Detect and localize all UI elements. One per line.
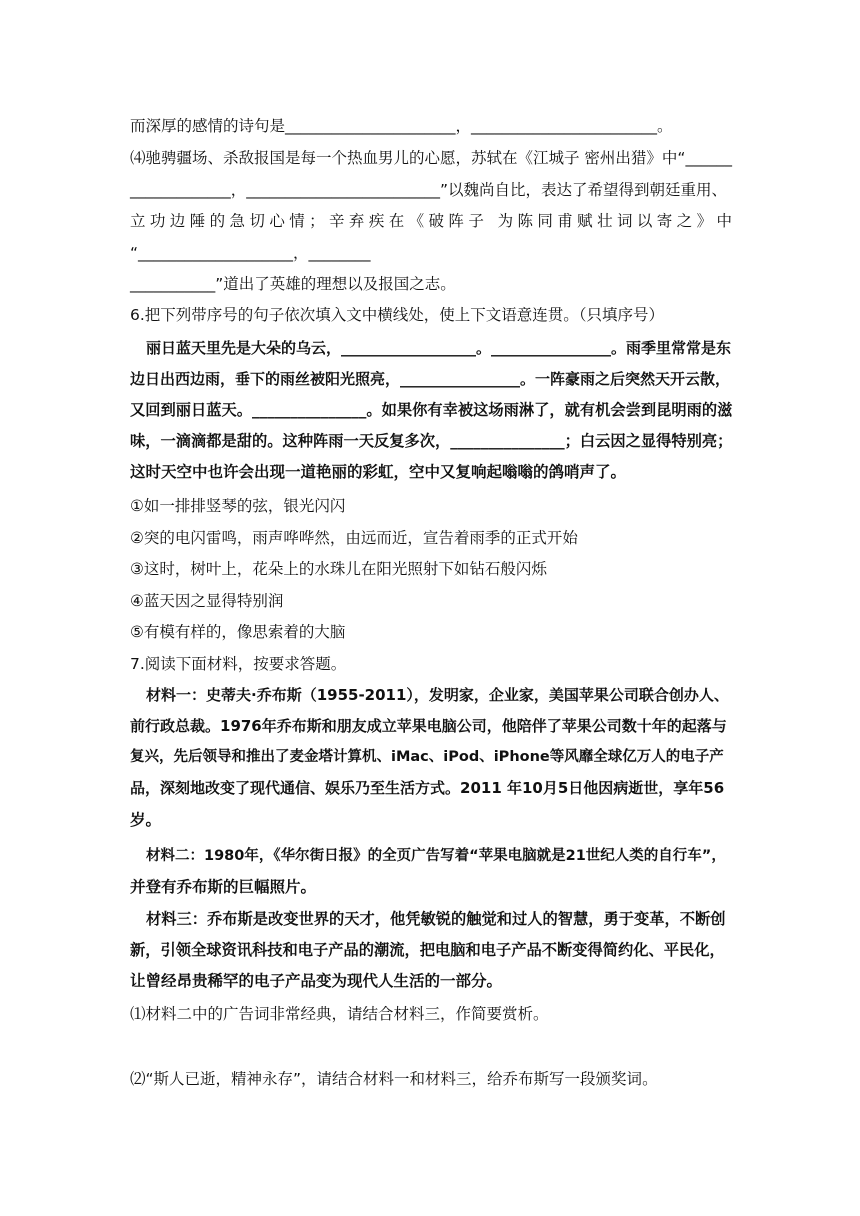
q7-sub-question-1: ⑴材料二中的广告词非常经典，请结合材料三，作简要赏析。 [130,1005,549,1023]
q7-material-1-line: 复兴，先后领导和推出了麦金塔计算机、iMac、iPod、iPhone等风靡全球亿万人的电子产 [130,749,724,765]
q7-material-1-line: 前行政总裁。1976年乔布斯和朋友成立苹果电脑公司，他陪伴了苹果公司数十年的起落与 [130,717,727,735]
q5-line-f: ___________”道出了英雄的理想以及报国之志。 [130,275,456,293]
q6-passage-line: 边日出西边雨，垂下的雨丝被阳光照亮，________________。一阵豪雨之后突然天开云散， [130,370,731,388]
q6-option: ③这时，树叶上，花朵上的水珠儿在阳光照射下如钻石般闪烁 [130,560,547,578]
q7-title: 7.阅读下面材料，按要求答题。 [130,655,347,673]
q6-passage-line: 这时天空中也许会出现一道艳丽的彩虹，空中又复响起嗡嗡的鸽哨声了。 [130,463,627,481]
q5-line-a: 而深厚的感情的诗句是______________________，________________________。 [130,117,673,135]
q7-material-1-line: 岁。 [130,811,162,829]
q7-material-1-line: 材料一：史蒂夫·乔布斯（1955-2011），发明家，企业家，美国苹果公司联合创办人、 [146,686,729,704]
q6-title: 6.把下列带序号的句子依次填入文中横线处，使上下文语意连贯。（只填序号） [130,306,665,324]
q6-option: ④蓝天因之显得特别润 [130,592,284,610]
q6-passage-line: 又回到丽日蓝天。_______________。如果你有幸被这场雨淋了，就有机会尝到昆明雨的滋 [130,401,733,419]
q5-line-d: 立功边陲的急切心情；辛弃疾在《破阵子 为陈同甫赋壮词以寄之》中 [130,212,732,230]
q5-line-b: ⑷驰骋疆场、杀敌报国是每一个热血男儿的心愿，苏轼在《江城子 密州出猎》中“______ [130,149,732,167]
q7-sub-question-2: ⑵“斯人已逝，精神永存”，请结合材料一和材料三，给乔布斯写一段颁奖词。 [130,1070,658,1088]
q7-material-2-line: 并登有乔布斯的巨幅照片。 [130,878,317,896]
q7-material-3-line: 新，引领全球资讯科技和电子产品的潮流，把电脑和电子产品不断变得简约化、平民化， [130,941,725,959]
q6-option: ⑤有模有样的，像思索着的大脑 [130,623,346,641]
q7-material-3-line: 让曾经昂贵稀罕的电子产品变为现代人生活的一部分。 [130,972,503,990]
q6-passage-line: 丽日蓝天里先是大朵的乌云，__________________。________________。雨季里常常是东 [146,339,732,357]
q7-material-1-line: 品，深刻地改变了现代通信、娱乐乃至生活方式。2011 年10月5日他因病逝世，享年56 [130,779,725,797]
q5-line-e: “____________________，________ [130,244,371,262]
q5-line-c: _____________，_________________________”以魏尚自比，表达了希望得到朝廷重用、 [130,181,728,199]
q7-material-3-line: 材料三：乔布斯是改变世界的天才，他凭敏锐的触觉和过人的智慧，勇于变革，不断创 [146,910,726,928]
q7-material-2-line: 材料二：1980年，《华尔街日报》的全页广告写着“苹果电脑就是21世纪人类的自行车”， [146,848,726,864]
q6-passage-line: 味，一滴滴都是甜的。这种阵雨一天反复多次，_______________；白云因之显得特别亮； [130,432,733,450]
q6-option: ②突的电闪雷鸣，雨声哗哗然，由远而近，宣告着雨季的正式开始 [130,529,578,547]
q6-option: ①如一排排竖琴的弦，银光闪闪 [130,497,346,515]
